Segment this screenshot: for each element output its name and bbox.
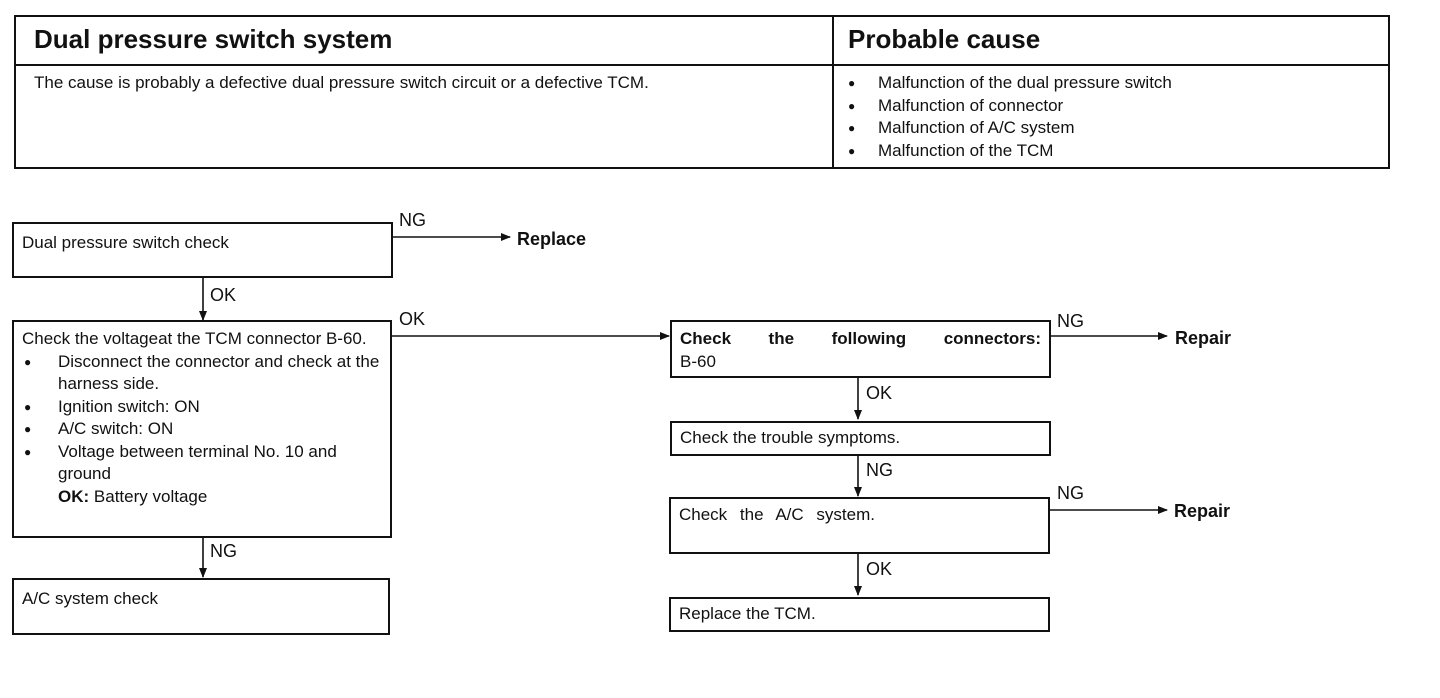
branch-label-ng: NG (866, 460, 893, 480)
connector-id: B-60 (680, 351, 716, 371)
branch-label-ok: OK (210, 285, 237, 305)
branch-label-ok: OK (866, 559, 893, 579)
step-text: A/C system check (22, 589, 159, 608)
branch-label-ng: NG (210, 541, 237, 561)
ac-system-check-box (12, 578, 390, 635)
step-text: Dual pressure switch check (22, 233, 229, 252)
ok-prefix: OK: (58, 486, 90, 506)
tcm-connector-voltage-check-box (12, 320, 392, 538)
ac-system-box (669, 497, 1050, 554)
list-item: ● A/C switch: ON (22, 418, 382, 441)
list-item: ● Malfunction of the dual pressure switch (848, 72, 1172, 95)
ok-value: Battery voltage (93, 486, 208, 506)
step-text: Check the trouble symptoms. (680, 428, 901, 447)
step-title: Check the voltageat the TCM connector B-60. (22, 329, 367, 348)
branch-label-ok: OK (866, 383, 893, 403)
expected-result (22, 486, 382, 509)
list-item: ● Ignition switch: ON (22, 396, 382, 419)
replace-tcm-box (669, 597, 1050, 632)
step-text: Check the A/C system. (679, 505, 875, 524)
outcome-repair: Repair (1175, 328, 1232, 348)
outcome-replace: Replace (517, 229, 587, 249)
trouble-symptoms-box (670, 421, 1051, 456)
list-item: ● Malfunction of A/C system (848, 117, 1172, 140)
step-conditions (22, 351, 382, 486)
connector-check-box (670, 320, 1051, 378)
cause-description: The cause is probably a defective dual pressure switch circuit or a defective TCM. (34, 73, 649, 92)
outcome-repair: Repair (1174, 501, 1231, 521)
step-text: Replace the TCM. (679, 604, 816, 623)
list-item: ● Malfunction of the TCM (848, 140, 1172, 163)
list-item: ● Disconnect the connector and check at the harness side. (22, 351, 382, 396)
step-title: Check the following connectors: (680, 329, 1041, 348)
branch-label-ok: OK (399, 309, 426, 329)
list-item: ● Voltage between terminal No. 10 and ground (22, 441, 382, 486)
list-item: ● Malfunction of connector (848, 95, 1172, 118)
branch-label-ng: NG (1057, 483, 1084, 503)
dual-pressure-switch-check-box (12, 222, 393, 278)
branch-label-ng: NG (399, 210, 426, 230)
system-title: Dual pressure switch system (34, 24, 393, 54)
branch-label-ng: NG (1057, 311, 1084, 331)
probable-cause-title: Probable cause (848, 24, 1041, 54)
